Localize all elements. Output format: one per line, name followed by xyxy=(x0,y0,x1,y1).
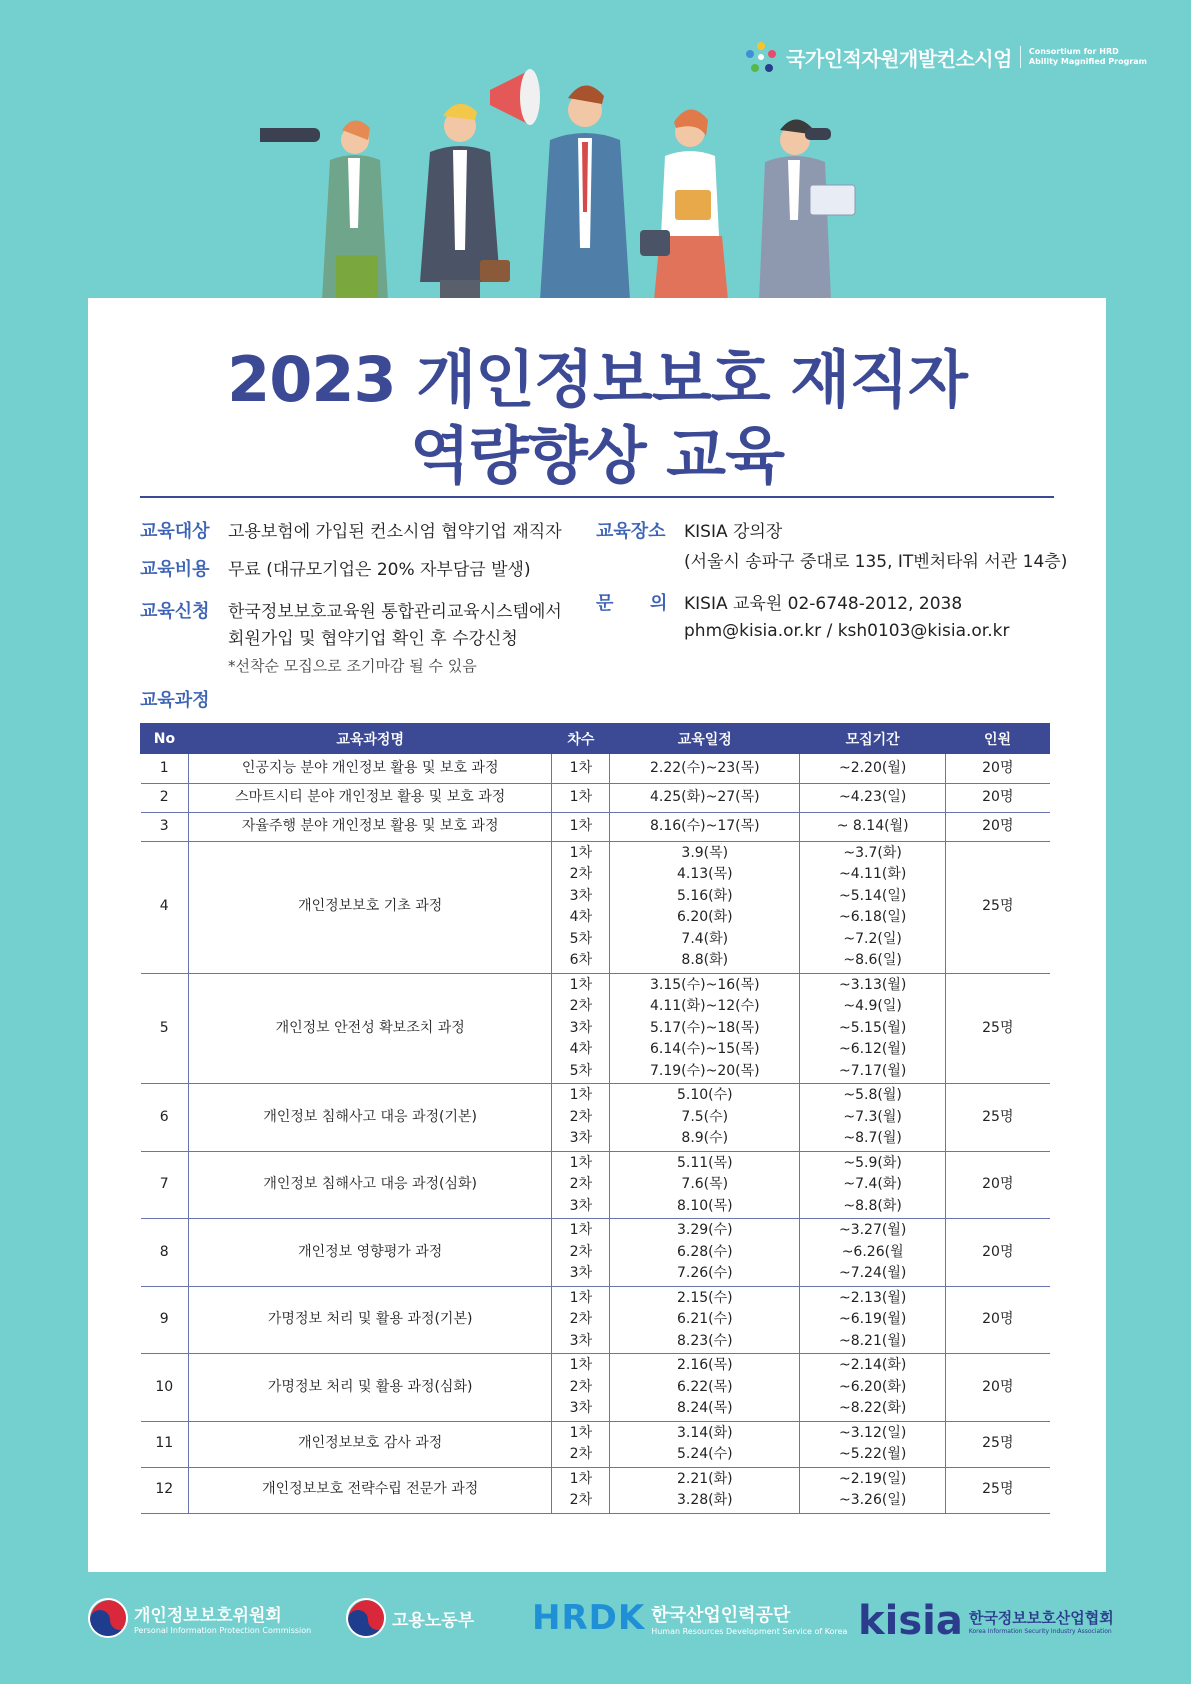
cell-schedule: 8.16(수)~17(목) xyxy=(610,812,800,841)
cell-round: 1차 xyxy=(552,812,610,841)
cell-no: 2 xyxy=(141,783,189,812)
hrdk-mark: HRDK xyxy=(532,1598,646,1638)
cell-course-name: 개인정보보호 전략수립 전문가 과정 xyxy=(188,1467,551,1513)
taeguk-icon xyxy=(88,1598,128,1638)
cell-recruit-period: ~2.19(일) ~3.26(일) xyxy=(800,1467,946,1513)
cell-no: 5 xyxy=(141,973,189,1084)
cell-schedule: 5.10(수) 7.5(수) 8.9(수) xyxy=(610,1084,800,1152)
cell-people: 20명 xyxy=(946,812,1050,841)
info-cost xyxy=(140,556,570,586)
courses-label: 교육과정 xyxy=(140,690,210,711)
cell-no: 9 xyxy=(141,1286,189,1354)
info-contact xyxy=(596,590,1056,650)
info-apply-line-1: 한국정보보호교육원 통합관리교육시스템에서 xyxy=(228,602,562,622)
cell-schedule: 3.15(수)~16(목) 4.11(화)~12(수) 5.17(수)~18(목) 6.14(수)~15(목) 7.19(수)~20(목) xyxy=(610,973,800,1084)
title-divider xyxy=(140,496,1054,498)
cell-people: 25명 xyxy=(946,1467,1050,1513)
table-row xyxy=(141,1084,1050,1152)
cell-recruit-period: ~4.23(일) xyxy=(800,783,946,812)
info-cost-value: 무료 (대규모기업은 20% 자부담금 발생) xyxy=(228,560,531,580)
cell-course-name: 인공지능 분야 개인정보 활용 및 보호 과정 xyxy=(188,754,551,783)
cell-course-name: 개인정보 침해사고 대응 과정(기본) xyxy=(188,1084,551,1152)
info-place xyxy=(596,518,1068,578)
info-apply-label: 교육신청 xyxy=(140,601,210,622)
kisia-name-ko: 한국정보보호산업협회 xyxy=(968,1609,1114,1627)
table-row xyxy=(141,1467,1050,1513)
cell-course-name: 개인정보 침해사고 대응 과정(심화) xyxy=(188,1151,551,1219)
hrdk-name-en: Human Resources Development Service of Korea xyxy=(651,1626,848,1636)
cell-no: 10 xyxy=(141,1354,189,1422)
info-apply-line-2: 회원가입 및 협약기업 확인 후 수강신청 xyxy=(228,629,518,649)
cell-course-name: 개인정보 안전성 확보조치 과정 xyxy=(188,973,551,1084)
person-glasses-icon xyxy=(420,104,510,300)
pipc-logo xyxy=(88,1598,311,1638)
cell-no: 3 xyxy=(141,812,189,841)
cell-round: 1차 xyxy=(552,754,610,783)
cell-no: 12 xyxy=(141,1467,189,1513)
kisia-logo xyxy=(858,1598,1114,1644)
hrdk-logo xyxy=(532,1598,847,1638)
cell-schedule: 5.11(목) 7.6(목) 8.10(목) xyxy=(610,1151,800,1219)
cell-no: 6 xyxy=(141,1084,189,1152)
cell-course-name: 스마트시티 분야 개인정보 활용 및 보호 과정 xyxy=(188,783,551,812)
cell-no: 1 xyxy=(141,754,189,783)
info-cost-label: 교육비용 xyxy=(140,559,210,580)
cell-course-name: 개인정보보호 감사 과정 xyxy=(188,1421,551,1467)
info-contact-line-1: KISIA 교육원 02-6748-2012, 2038 xyxy=(684,594,963,614)
info-target-label: 교육대상 xyxy=(140,521,210,542)
cell-schedule: 3.14(화) 5.24(수) xyxy=(610,1421,800,1467)
cell-people: 20명 xyxy=(946,754,1050,783)
info-place-line-2: (서울시 송파구 중대로 135, IT벤처타워 서관 14층) xyxy=(684,552,1068,572)
header-no: No xyxy=(141,723,189,754)
cell-round: 1차 2차 xyxy=(552,1467,610,1513)
table-row xyxy=(141,1421,1050,1467)
table-row xyxy=(141,812,1050,841)
cell-no: 7 xyxy=(141,1151,189,1219)
info-target xyxy=(140,518,570,548)
cell-recruit-period: ~2.20(월) xyxy=(800,754,946,783)
cell-people: 20명 xyxy=(946,1286,1050,1354)
footer-logos xyxy=(0,1598,1191,1648)
pipc-name-ko: 개인정보보호위원회 xyxy=(134,1606,282,1626)
cell-schedule: 2.16(목) 6.22(목) 8.24(목) xyxy=(610,1354,800,1422)
cell-people: 20명 xyxy=(946,1219,1050,1287)
person-binoculars-icon xyxy=(759,119,855,300)
cell-course-name: 자율주행 분야 개인정보 활용 및 보호 과정 xyxy=(188,812,551,841)
info-place-label: 교육장소 xyxy=(596,521,666,542)
consortium-eng: Consortium for HRD Ability Magnified Program xyxy=(1028,47,1147,66)
people-illustration xyxy=(260,60,880,300)
cell-recruit-period: ~5.9(화) ~7.4(화) ~8.8(화) xyxy=(800,1151,946,1219)
table-row xyxy=(141,1219,1050,1287)
course-table xyxy=(140,723,1050,1514)
cell-recruit-period: ~5.8(월) ~7.3(월) ~8.7(월) xyxy=(800,1084,946,1152)
cell-schedule: 2.15(수) 6.21(수) 8.23(수) xyxy=(610,1286,800,1354)
cell-schedule: 2.21(화) 3.28(화) xyxy=(610,1467,800,1513)
info-contact-label-b: 의 xyxy=(650,593,668,614)
info-contact-line-2: phm@kisia.or.kr / ksh0103@kisia.or.kr xyxy=(684,621,1010,641)
content-card xyxy=(88,298,1106,1572)
cell-recruit-period: ~3.12(일) ~5.22(월) xyxy=(800,1421,946,1467)
header-round: 차수 xyxy=(552,723,610,754)
cell-no: 11 xyxy=(141,1421,189,1467)
cell-schedule: 4.25(화)~27(목) xyxy=(610,783,800,812)
title-line-1: 2023 개인정보보호 재직자 xyxy=(227,343,967,416)
info-apply-note: *선착순 모집으로 조기마감 될 수 있음 xyxy=(228,657,477,675)
cell-course-name: 개인정보보호 기초 과정 xyxy=(188,841,551,973)
logo-divider xyxy=(1020,46,1021,68)
info-place-line-1: KISIA 강의장 xyxy=(684,522,783,542)
title-line-2: 역량향상 교육 xyxy=(410,419,784,492)
taeguk-icon xyxy=(346,1598,386,1638)
table-row xyxy=(141,841,1050,973)
table-row xyxy=(141,1286,1050,1354)
table-row xyxy=(141,783,1050,812)
table-row xyxy=(141,1151,1050,1219)
cell-schedule: 3.29(수) 6.28(수) 7.26(수) xyxy=(610,1219,800,1287)
person-folder-icon xyxy=(640,109,728,300)
cell-course-name: 가명정보 처리 및 활용 과정(심화) xyxy=(188,1354,551,1422)
pipc-name-en: Personal Information Protection Commission xyxy=(134,1626,312,1635)
header-recruit-period: 모집기간 xyxy=(800,723,946,754)
cell-recruit-period: ~3.7(화) ~4.11(화) ~5.14(일) ~6.18(일) ~7.2(일) ~8.6(일) xyxy=(800,841,946,973)
cell-people: 20명 xyxy=(946,1151,1050,1219)
cell-course-name: 개인정보 영향평가 과정 xyxy=(188,1219,551,1287)
kisia-mark: kisia xyxy=(858,1598,963,1644)
table-row xyxy=(141,973,1050,1084)
cell-recruit-period: ~3.13(월) ~4.9(일) ~5.15(월) ~6.12(월) ~7.17(월) xyxy=(800,973,946,1084)
cell-recruit-period: ~3.27(월) ~6.26(월 ~7.24(월) xyxy=(800,1219,946,1287)
cell-no: 8 xyxy=(141,1219,189,1287)
cell-round: 1차 2차 3차 xyxy=(552,1151,610,1219)
info-contact-label-a: 문 xyxy=(596,593,614,614)
cell-recruit-period: ~2.13(월) ~6.19(월) ~8.21(월) xyxy=(800,1286,946,1354)
cell-schedule: 3.9(목) 4.13(목) 5.16(화) 6.20(화) 7.4(화) 8.8(화) xyxy=(610,841,800,973)
cell-no: 4 xyxy=(141,841,189,973)
cell-recruit-period: ~ 8.14(월) xyxy=(800,812,946,841)
hrdk-name-ko: 한국산업인력공단 xyxy=(651,1604,791,1626)
cell-people: 20명 xyxy=(946,1354,1050,1422)
cell-round: 1차 2차 3차 4차 5차 6차 xyxy=(552,841,610,973)
cell-schedule: 2.22(수)~23(목) xyxy=(610,754,800,783)
info-target-value: 고용보험에 가입된 컨소시엄 협약기업 재직자 xyxy=(228,522,562,542)
person-megaphone-icon xyxy=(490,69,630,300)
kisia-name-en: Korea Information Security Industry Association xyxy=(968,1628,1112,1635)
header-schedule: 교육일정 xyxy=(610,723,800,754)
cell-recruit-period: ~2.14(화) ~6.20(화) ~8.22(화) xyxy=(800,1354,946,1422)
header-people: 인원 xyxy=(946,723,1050,754)
table-row xyxy=(141,1354,1050,1422)
cell-people: 25명 xyxy=(946,1084,1050,1152)
info-apply xyxy=(140,598,570,678)
cell-people: 25명 xyxy=(946,1421,1050,1467)
header-course-name: 교육과정명 xyxy=(188,723,551,754)
cell-course-name: 가명정보 처리 및 활용 과정(기본) xyxy=(188,1286,551,1354)
table-row xyxy=(141,754,1050,783)
cell-people: 25명 xyxy=(946,973,1050,1084)
cell-round: 1차 2차 xyxy=(552,1421,610,1467)
cell-round: 1차 2차 3차 xyxy=(552,1084,610,1152)
cell-round: 1차 2차 3차 xyxy=(552,1354,610,1422)
moel-logo xyxy=(346,1598,474,1638)
cell-round: 1차 2차 3차 xyxy=(552,1286,610,1354)
cell-people: 20명 xyxy=(946,783,1050,812)
person-telescope-icon xyxy=(260,120,388,300)
consortium-name: 국가인적자원개발컨소시엄 xyxy=(786,46,1012,71)
cell-round: 1차 2차 3차 xyxy=(552,1219,610,1287)
moel-name-ko: 고용노동부 xyxy=(392,1610,475,1631)
table-header-row xyxy=(141,723,1050,754)
cell-people: 25명 xyxy=(946,841,1050,973)
cell-round: 1차 2차 3차 4차 5차 xyxy=(552,973,610,1084)
cell-round: 1차 xyxy=(552,783,610,812)
